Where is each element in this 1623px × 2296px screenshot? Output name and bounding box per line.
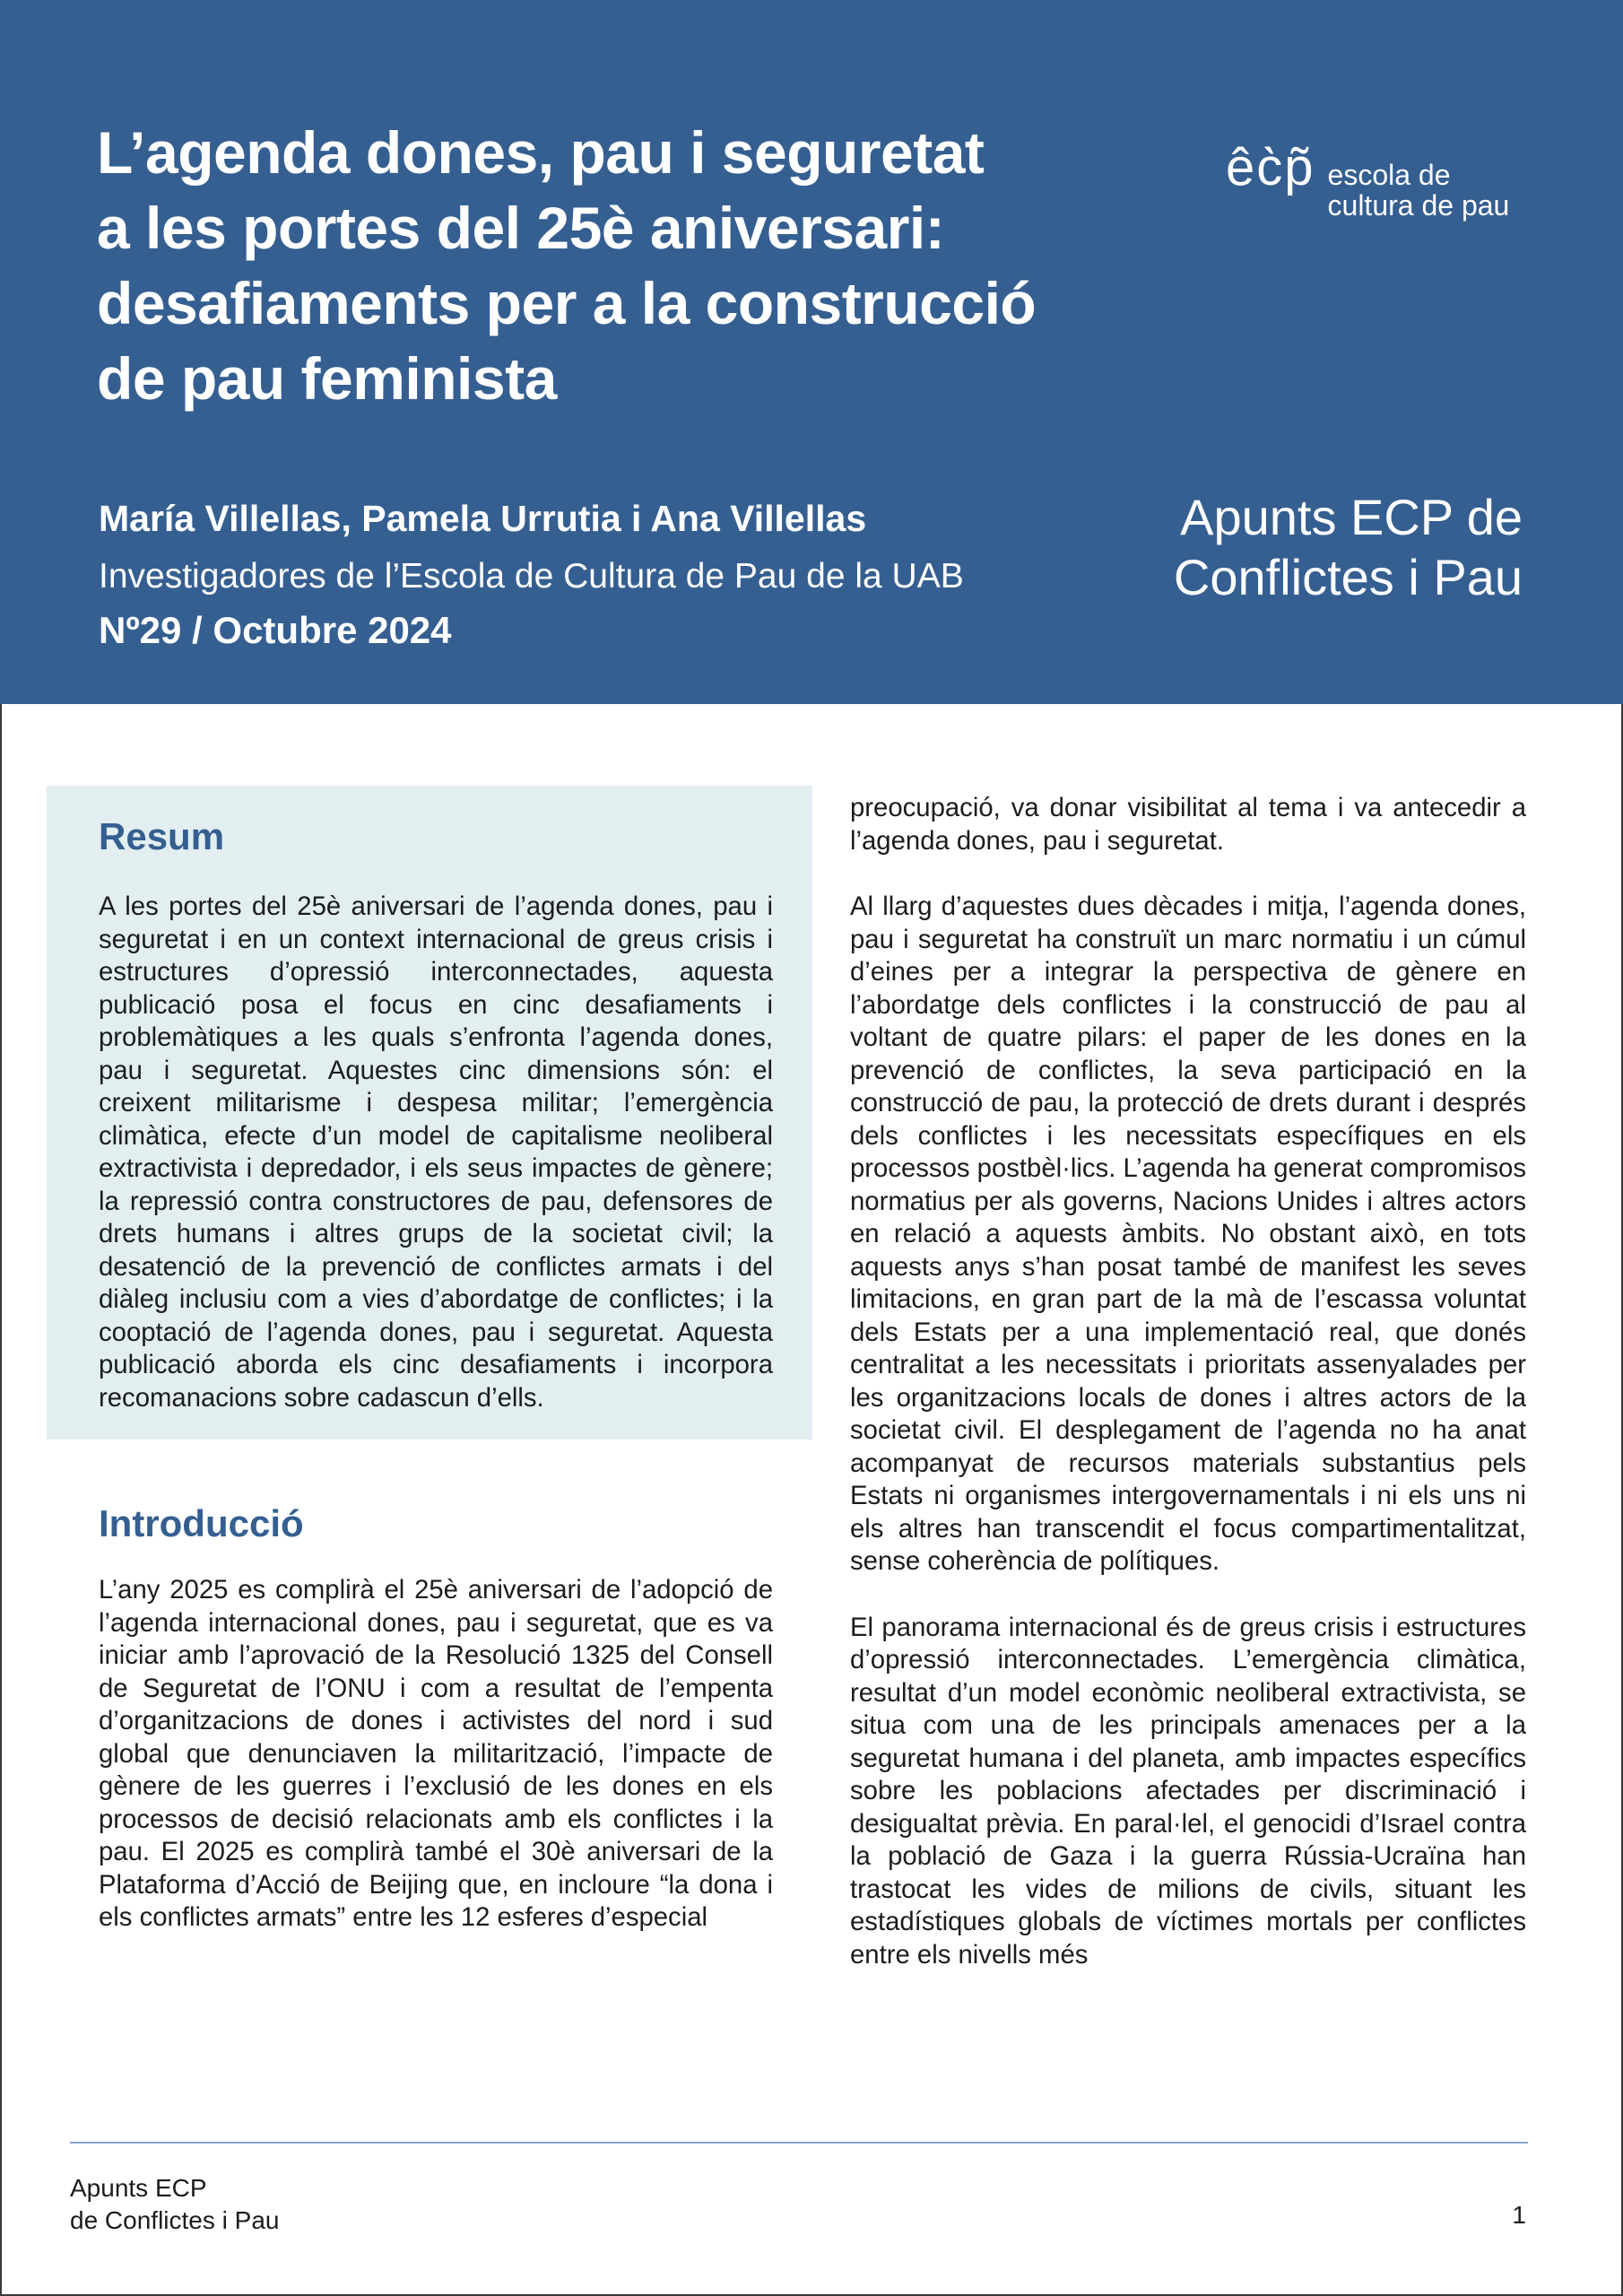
ecp-logo-text <box>1328 160 1510 221</box>
ecp-logo-mark: êc̀p̃ <box>1226 138 1315 196</box>
introduction-text: L’any 2025 es complirà el 25è aniversari de l’adopció de l’agenda internacional dones, pau i seguretat, que es va iniciar amb l’aprovació de la Resolució 1325 del Consell de Seguretat de l’ONU i com a resultat de l’empenta d’organitzacions de dones i activistes del nord i sud global que denunciaven la militarització, l’impacte de gènere de les guerres i l’exclusió de les dones en els processos de decisió relacionats amb els conflictes i la pau. El 2025 es complirà també el 30è aniversari de la Plataforma d’Acció de Beijing que, en incloure “la dona i els conflictes armats” entre les 12 esferes d’especial <box>99 1575 773 1932</box>
authors: María Villellas, Pamela Urrutia i Ana Villellas <box>99 498 867 539</box>
summary-text: A les portes del 25è aniversari de l’agenda dones, pau i seguretat i en un context internacional de greus crisis i estructures d’opressió interconnectades, aquesta publicació posa el focus en cinc desafiaments i problemàtiques a les quals s’enfronta l’agenda dones, pau i seguretat. Aquestes cinc dimensions són: el creixent militarisme i despesa militar; l’emergència climàtica, efecte d’un model de capitalisme neoliberal extractivista i depredador, i els seus impactes de gènere; la repressió contra constructores de pau, defensores de drets humans i altres grups de la societat civil; la desatenció de la prevenció de conflictes armats i del diàleg inclusiu com a vies d’abordatge de conflictes; i la cooptació de l’agenda dones, pau i seguretat. Aquesta publicació aborda els cinc desafiaments i incorpora recomanacions sobre cadascun d’ells. <box>99 891 773 1413</box>
footer-series: Apunts ECP de Conflictes i Pau <box>70 2174 280 2234</box>
logo-line-2: cultura de pau <box>1327 189 1510 222</box>
document-title: L’agenda dones, pau i seguretat a les portes del 25è aniversari: desafiaments per a la construcció de pau feminista <box>97 119 1037 412</box>
right-column <box>850 792 1526 2005</box>
logo-line-1: escola de <box>1327 159 1451 191</box>
summary-heading: Resum <box>99 815 225 857</box>
issue-number: Nº29 / Octubre 2024 <box>99 609 452 651</box>
footer-divider <box>70 2142 1528 2144</box>
series-title: Apunts ECP de Conflictes i Pau <box>1173 489 1523 605</box>
right-paragraph-2: Al llarg d’aquestes dues dècades i mitja, l’agenda dones, pau i seguretat ha construït un marc normatiu i un cúmul d’eines per a integrar la perspectiva de gènere en l’abordatge dels conflictes i la construcció de pau al voltant de quatre pilars: el paper de les dones en la prevenció de conflictes, la seva participació en la construcció de pau, la protecció de drets durant i després dels conflictes i les necessitats específiques en els processos postbèl·lics. L’agenda ha generat compromisos normatius per als governs, Nacions Unides i altres actors en relació a aquests àmbits. No obstant això, en tots aquests anys s’han posat també de manifest les seves limitacions, en gran part de la mà de l’escassa voluntat dels Estats per a una implementació real, que donés centralitat a les necessitats i prioritats assenyalades per les organitzacions locals de dones i altres actors de la societat civil. El desplegament de l’agenda no ha anat acompanyat de recursos materials substantius pels Estats ni organismes intergovernamentals i ni els uns ni els altres han transcendit el focus compartimentalitzat, sense coherència de polítiques. <box>850 891 1526 1576</box>
right-paragraph-1: preocupació, va donar visibilitat al tema i va antecedir a l’agenda dones, pau i seguretat. <box>850 793 1526 856</box>
affiliation: Investigadores de l’Escola de Cultura de Pau de la UAB <box>99 557 964 596</box>
introduction-heading: Introducció <box>99 1502 304 1544</box>
header-banner <box>0 0 1623 704</box>
right-paragraph-3: El panorama internacional és de greus crisis i estructures d’opressió interconnectades. L’emergència climàtica, resultat d’un model econòmic neoliberal extractivista, se situa com una de les principals amenaces per a la seguretat humana i del planeta, amb impactes específics sobre les poblacions afectades per discriminació i desigualtat prèvia. En paral·lel, el genocidi d’Israel contra la població de Gaza i la guerra Rússia-Ucraïna han trastocat les vides de milions de civils, situant les estadístiques globals de víctimes mortals per conflictes entre els nivells més <box>850 1612 1526 1970</box>
page-number: 1 <box>1512 2201 1526 2229</box>
ecp-logo <box>1226 133 1509 221</box>
